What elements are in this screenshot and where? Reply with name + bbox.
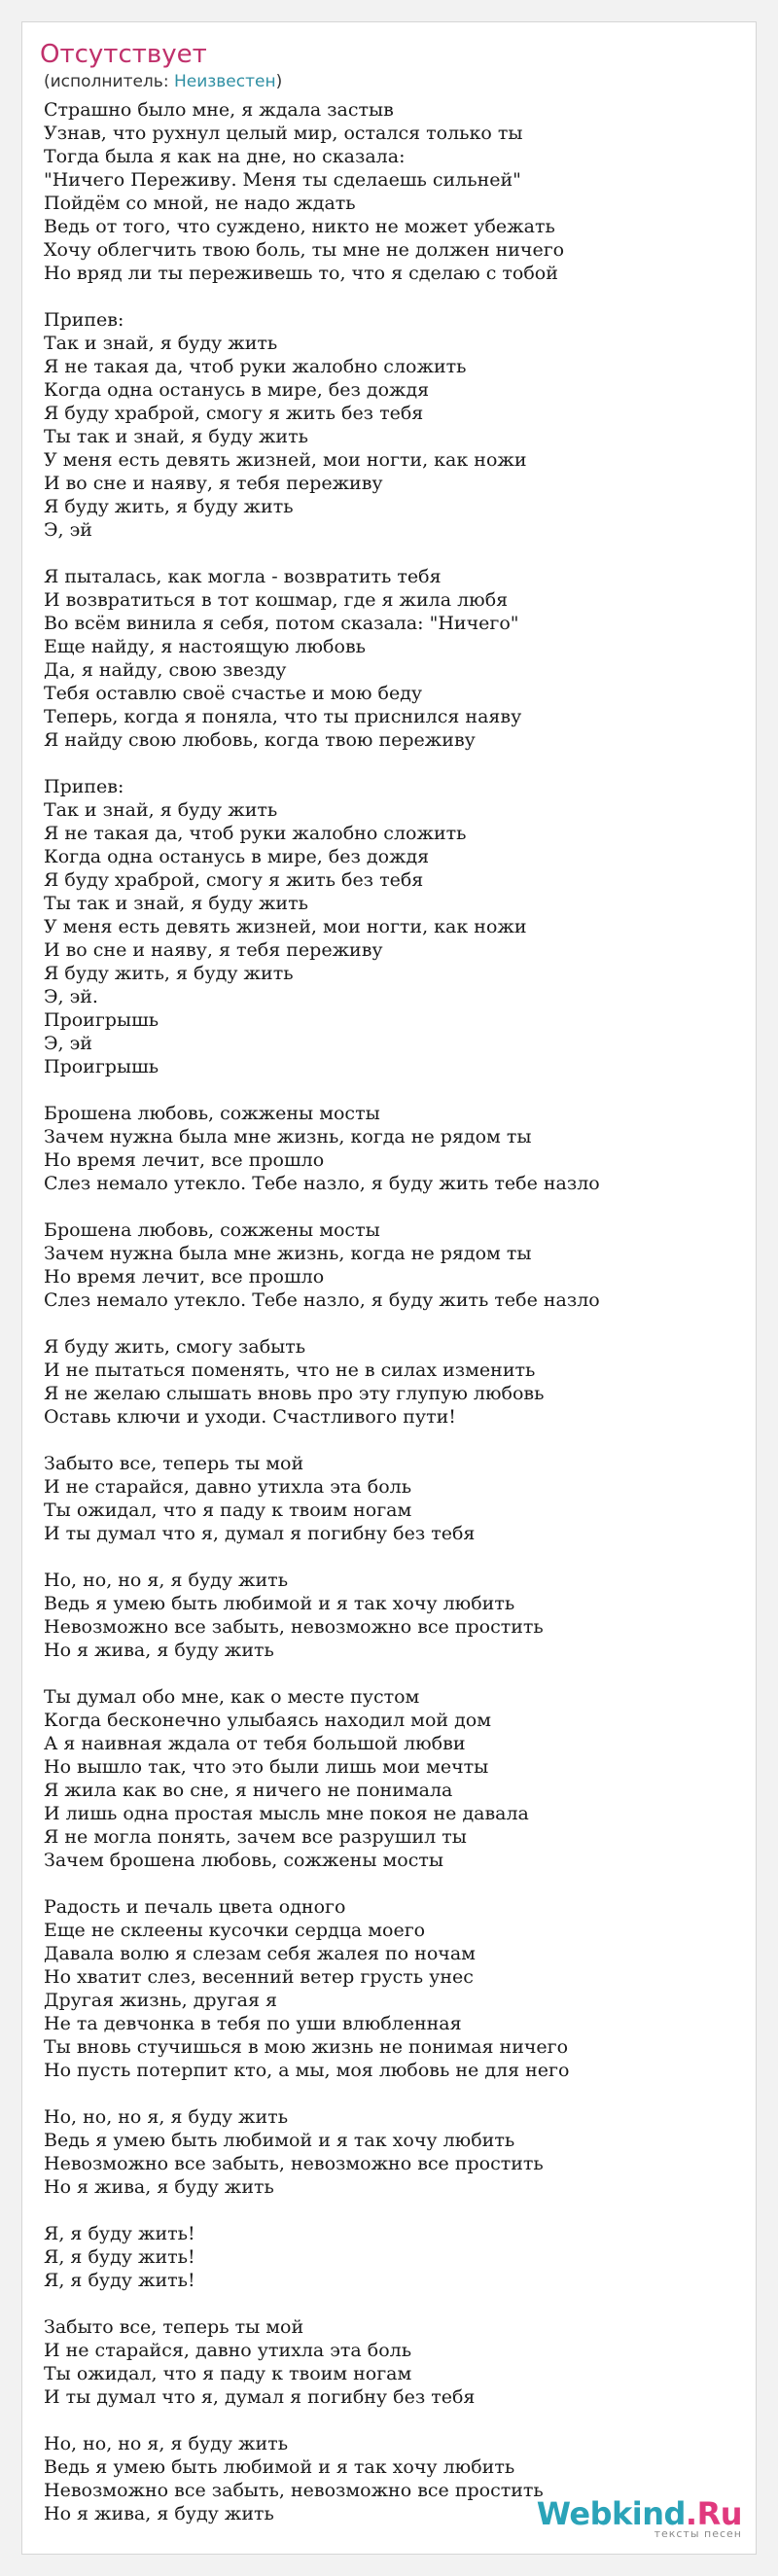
lyric-line: Я не такая да, чтоб руки жалобно сложить: [44, 823, 467, 844]
lyric-line: Я найду свою любовь, когда твою переживу: [44, 729, 476, 751]
lyrics-stanza: [44, 308, 744, 542]
lyric-line: Э, эй: [44, 519, 92, 541]
lyric-line: Э, эй.: [44, 986, 98, 1007]
lyric-line: Ведь от того, что суждено, никто не может убежать: [44, 216, 555, 237]
lyric-line: Пойдём со мной, не надо ждать: [44, 193, 356, 214]
lyric-line: Радость и печаль цвета одного: [44, 1896, 346, 1918]
lyric-line: Я, я буду жить!: [44, 2270, 195, 2291]
lyric-line: Забыто все, теперь ты мой: [44, 2316, 304, 2338]
lyric-line: Не та девчонка в тебя по уши влюбленная: [44, 2013, 462, 2034]
lyric-line: Но время лечит, все прошло: [44, 1149, 325, 1171]
lyric-line: Проигрышь: [44, 1056, 159, 1077]
lyric-line: Во всём винила я себя, потом сказала: "Ничего": [44, 613, 519, 634]
lyrics-stanza: [44, 1685, 744, 1872]
song-title: Отсутствует: [40, 40, 207, 69]
lyric-line: Я буду храброй, смогу я жить без тебя: [44, 869, 424, 891]
lyrics-stanza: [44, 2105, 744, 2199]
lyric-line: Но, но, но я, я буду жить: [44, 1570, 289, 1591]
lyric-line: Слез немало утекло. Тебе назло, я буду жить тебе назло: [44, 1289, 600, 1311]
lyrics-card: [21, 21, 757, 2555]
lyric-line: Когда одна останусь в мире, без дождя: [44, 379, 430, 401]
lyrics-text: [44, 98, 744, 2549]
lyric-line: Но, но, но я, я буду жить: [44, 2433, 289, 2454]
lyric-line: Припев:: [44, 309, 124, 331]
lyric-line: Так и знай, я буду жить: [44, 333, 278, 354]
lyric-line: Невозможно все забыть, невозможно все простить: [44, 1616, 544, 1638]
lyric-line: Зачем брошена любовь, сожжены мосты: [44, 1850, 443, 1871]
lyrics-stanza: [44, 1218, 744, 1312]
logo-tagline: тексты песен: [654, 2527, 742, 2540]
lyric-line: И ты думал что я, думал я погибну без тебя: [44, 1523, 476, 1544]
lyric-line: И не старайся, давно утихла эта боль: [44, 1476, 412, 1498]
lyric-line: Но я жива, я буду жить: [44, 2503, 274, 2524]
lyric-line: Зачем нужна была мне жизнь, когда не рядом ты: [44, 1126, 532, 1147]
lyric-line: Я, я буду жить!: [44, 2223, 195, 2244]
lyric-line: Проигрышь: [44, 1009, 159, 1031]
lyric-line: И во сне и наяву, я тебя переживу: [44, 473, 383, 494]
lyrics-stanza: [44, 1569, 744, 1662]
lyric-line: Ты ожидал, что я паду к твоим ногам: [44, 1500, 412, 1521]
lyric-line: А я наивная ждала от тебя большой любви: [44, 1733, 466, 1754]
lyric-line: Ты вновь стучишься в мою жизнь не понимая ничего: [44, 2036, 569, 2058]
lyric-line: И возвратиться в тот кошмар, где я жила любя: [44, 589, 509, 611]
lyrics-stanza: [44, 98, 744, 285]
lyric-line: Я жила как во сне, я ничего не понимала: [44, 1780, 453, 1801]
lyric-line: Еще найду, я настоящую любовь: [44, 636, 366, 657]
artist-suffix: ): [275, 72, 283, 91]
artist-prefix: (исполнитель:: [44, 72, 174, 91]
lyric-line: Я не могла понять, зачем все разрушил ты: [44, 1826, 467, 1848]
lyric-line: Я буду жить, смогу забыть: [44, 1336, 306, 1358]
lyric-line: Другая жизнь, другая я: [44, 1990, 278, 2011]
lyric-line: Еще не склеены кусочки сердца моего: [44, 1920, 426, 1941]
lyric-line: Но пусть потерпит кто, а мы, моя любовь не для него: [44, 2060, 570, 2081]
artist-line: [44, 71, 282, 92]
lyric-line: Но, но, но я, я буду жить: [44, 2106, 289, 2128]
lyric-line: Припев:: [44, 776, 124, 797]
lyric-line: Ты так и знай, я буду жить: [44, 893, 308, 914]
lyric-line: Я буду жить, я буду жить: [44, 496, 294, 517]
lyric-line: Невозможно все забыть, невозможно все простить: [44, 2153, 544, 2174]
artist-link[interactable]: Неизвестен: [173, 72, 276, 91]
lyric-line: Я буду храброй, смогу я жить без тебя: [44, 403, 424, 424]
lyric-line: Я пыталась, как могла - возвратить тебя: [44, 566, 442, 587]
lyric-line: Я не такая да, чтоб руки жалобно сложить: [44, 356, 467, 377]
lyric-line: Хочу облегчить твою боль, ты мне не должен ничего: [44, 239, 565, 261]
lyric-line: Э, эй: [44, 1033, 92, 1054]
lyric-line: Тогда была я как на дне, но сказала:: [44, 146, 406, 167]
lyric-line: Но вышло так, что это были лишь мои мечты: [44, 1756, 489, 1778]
lyric-line: Когда бесконечно улыбаясь находил мой дом: [44, 1710, 492, 1731]
lyric-line: И не старайся, давно утихла эта боль: [44, 2340, 412, 2361]
lyric-line: Ты думал обо мне, как о месте пустом: [44, 1686, 420, 1708]
lyric-line: Но я жива, я буду жить: [44, 1640, 274, 1661]
lyrics-stanza: [44, 1452, 744, 1545]
lyric-line: У меня есть девять жизней, мои ногти, как ножи: [44, 449, 527, 471]
lyric-line: Но время лечит, все прошло: [44, 1266, 325, 1288]
lyric-line: Да, я найду, свою звезду: [44, 659, 287, 681]
lyric-line: Так и знай, я буду жить: [44, 799, 278, 821]
lyric-line: Ведь я умею быть любимой и я так хочу любить: [44, 2456, 515, 2478]
lyric-line: Оставь ключи и уходи. Счастливого пути!: [44, 1406, 456, 1428]
lyric-line: Зачем нужна была мне жизнь, когда не рядом ты: [44, 1243, 532, 1264]
lyrics-stanza: [44, 2222, 744, 2292]
lyric-line: Когда одна останусь в мире, без дождя: [44, 846, 430, 867]
lyrics-stanza: [44, 565, 744, 752]
lyric-line: Страшно было мне, я ждала застыв: [44, 99, 394, 121]
lyric-line: "Ничего Переживу. Меня ты сделаешь сильней": [44, 169, 521, 191]
lyric-line: И не пытаться поменять, что не в силах изменить: [44, 1359, 536, 1381]
lyric-line: Давала волю я слезам себя жалея по ночам: [44, 1943, 476, 1964]
lyric-line: Но я жива, я буду жить: [44, 2176, 274, 2198]
lyric-line: Невозможно все забыть, невозможно все простить: [44, 2480, 544, 2501]
lyric-line: И лишь одна простая мысль мне покоя не давала: [44, 1803, 529, 1824]
lyric-line: Ведь я умею быть любимой и я так хочу любить: [44, 2130, 515, 2151]
lyric-line: Узнав, что рухнул целый мир, остался только ты: [44, 123, 523, 144]
lyrics-stanza: [44, 2315, 744, 2409]
lyric-line: Я буду жить, я буду жить: [44, 963, 294, 984]
lyric-line: И во сне и наяву, я тебя переживу: [44, 939, 383, 961]
lyric-line: Слез немало утекло. Тебе назло, я буду жить тебе назло: [44, 1173, 600, 1194]
lyric-line: Забыто все, теперь ты мой: [44, 1453, 304, 1474]
lyric-line: Я, я буду жить!: [44, 2246, 195, 2268]
lyric-line: Тебя оставлю своё счастье и мою беду: [44, 683, 423, 704]
lyric-line: Теперь, когда я поняла, что ты приснился наяву: [44, 706, 522, 727]
site-logo[interactable]: [537, 2497, 742, 2540]
lyric-line: Но хватит слез, весенний ветер грусть унес: [44, 1966, 474, 1988]
lyric-line: Но вряд ли ты переживешь то, что я сделаю с тобой: [44, 263, 558, 284]
lyric-line: Ты ожидал, что я паду к твоим ногам: [44, 2363, 412, 2384]
lyric-line: Брошена любовь, сожжены мосты: [44, 1219, 380, 1241]
lyrics-stanza: [44, 1335, 744, 1429]
lyric-line: И ты думал что я, думал я погибну без тебя: [44, 2386, 476, 2408]
lyric-line: Ты так и знай, я буду жить: [44, 426, 308, 447]
lyrics-stanza: [44, 1895, 744, 2082]
logo-wordmark: Webkind.Ru: [536, 2495, 742, 2532]
lyric-line: У меня есть девять жизней, мои ногти, как ножи: [44, 916, 527, 937]
lyric-line: Я не желаю слышать вновь про эту глупую любовь: [44, 1383, 545, 1404]
lyric-line: Брошена любовь, сожжены мосты: [44, 1103, 380, 1124]
lyrics-stanza: [44, 775, 744, 1078]
lyric-line: Ведь я умею быть любимой и я так хочу любить: [44, 1593, 515, 1614]
lyrics-stanza: [44, 1102, 744, 1195]
